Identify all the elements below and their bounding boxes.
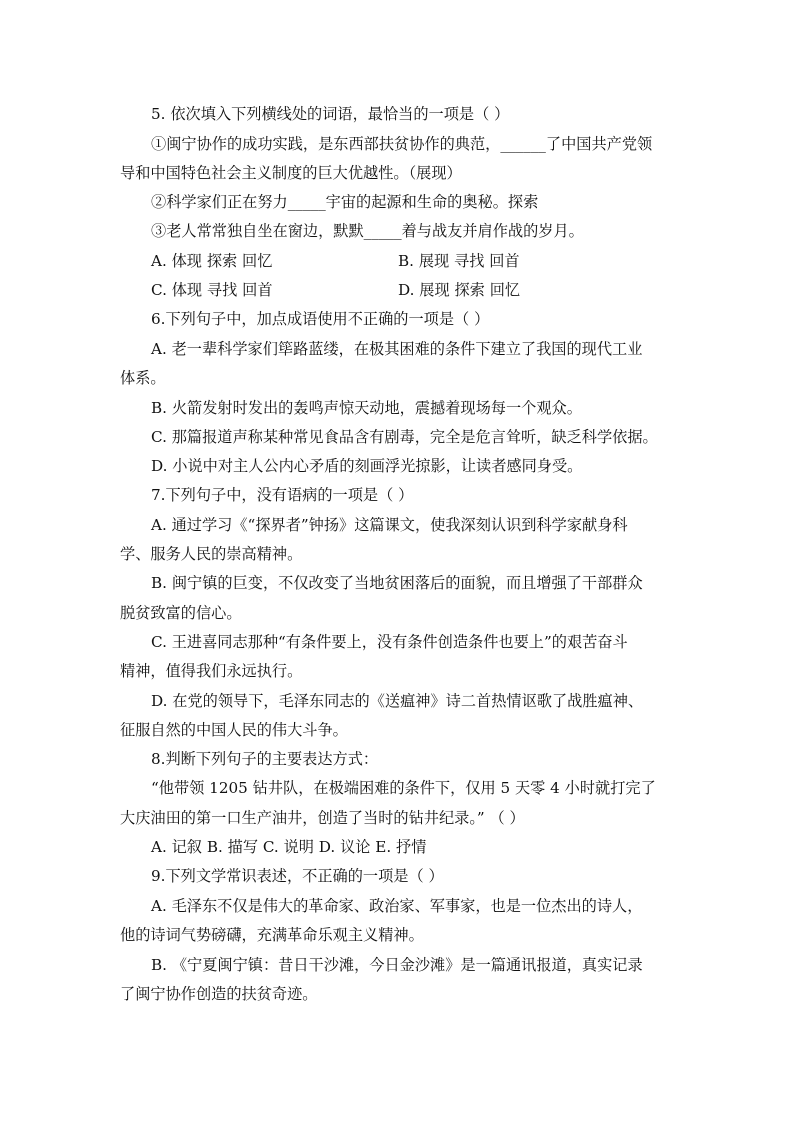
question-6-option-b: B. 火箭发射时发出的轰鸣声惊天动地，震撼着现场每一个观众。: [151, 399, 582, 417]
question-7-option-c-cont: 精神，值得我们永远执行。: [120, 662, 303, 680]
question-8-title: 8.判断下列句子的主要表达方式：: [151, 750, 379, 768]
question-8-options: A. 记叙 B. 描写 C. 说明 D. 议论 E. 抒情: [151, 838, 427, 856]
question-5-sentence-3: ③老人常常独自坐在窗边，默默_____着与战友并肩作战的岁月。: [151, 222, 584, 240]
question-7-title: 7.下列句子中，没有语病的一项是（ ）: [151, 486, 414, 504]
question-5-title: 5. 依次填入下列横线处的词语，最恰当的一项是（ ）: [151, 105, 510, 123]
question-7-option-d-cont: 征服自然的中国人民的伟大斗争。: [120, 721, 348, 739]
question-7-option-a: A. 通过学习《“探界者”钟扬》这篇课文，使我深刻认识到科学家献身科: [151, 516, 628, 534]
question-6-option-d: D. 小说中对主人公内心矛盾的刻画浮光掠影，让读者感同身受。: [151, 457, 583, 475]
question-9-option-a-cont: 他的诗词气势磅礴，充满革命乐观主义精神。: [120, 926, 424, 944]
question-5-sentence-1: ①闽宁协作的成功实践，是东西部扶贫协作的典范，______了中国共产党领: [151, 135, 653, 153]
question-9-option-b-cont: 了闽宁协作创造的扶贫奇迹。: [120, 985, 318, 1003]
question-5-option-d: D. 展现 探索 回忆: [398, 281, 521, 299]
question-7-option-b: B. 闽宁镇的巨变，不仅改变了当地贫困落后的面貌，而且增强了干部群众: [151, 574, 643, 592]
question-7-option-b-cont: 脱贫致富的信心。: [120, 604, 242, 622]
question-6-option-a: A. 老一辈科学家们筚路蓝缕，在极其困难的条件下建立了我国的现代工业: [151, 340, 643, 358]
question-5-sentence-1-cont: 导和中国特色社会主义制度的巨大优越性。（展现）: [120, 164, 462, 182]
question-9-title: 9.下列文学常识表述，不正确的一项是（ ）: [151, 867, 444, 885]
question-6-option-a-cont: 体系。: [120, 369, 166, 387]
question-6-title: 6.下列句子中，加点成语使用不正确的一项是（ ）: [151, 310, 490, 328]
question-7-option-d: D. 在党的领导下，毛泽东同志的《送瘟神》诗二首热情讴歌了战胜瘟神、: [151, 692, 644, 710]
question-9-option-a: A. 毛泽东不仅是伟大的革命家、政治家、军事家，也是一位杰出的诗人，: [151, 897, 643, 915]
question-8-quote: “他带领 1205 钻井队，在极端困难的条件下，仅用 5 天零 4 小时就打完了: [151, 779, 656, 797]
question-8-quote-cont: 大庆油田的第一口生产油井，创造了当时的钻井纪录。” （ ）: [120, 809, 525, 827]
question-5-option-a: A. 体现 探索 回忆: [151, 252, 273, 270]
question-5-sentence-2: ②科学家们正在努力_____宇宙的起源和生命的奥秘。探索: [151, 193, 539, 211]
question-6-option-c: C. 那篇报道声称某种常见食品含有剧毒，完全是危言耸听，缺乏科学依据。: [151, 428, 658, 446]
question-5-option-c: C. 体现 寻找 回首: [151, 281, 273, 299]
question-9-option-b: B. 《宁夏闽宁镇：昔日干沙滩，今日金沙滩》是一篇通讯报道，真实记录: [151, 956, 643, 974]
question-5-option-b: B. 展现 寻找 回首: [398, 252, 520, 270]
question-7-option-c: C. 王进喜同志那种“有条件要上，没有条件创造条件也要上”的艰苦奋斗: [151, 633, 628, 651]
question-7-option-a-cont: 学、服务人民的崇高精神。: [120, 545, 303, 563]
